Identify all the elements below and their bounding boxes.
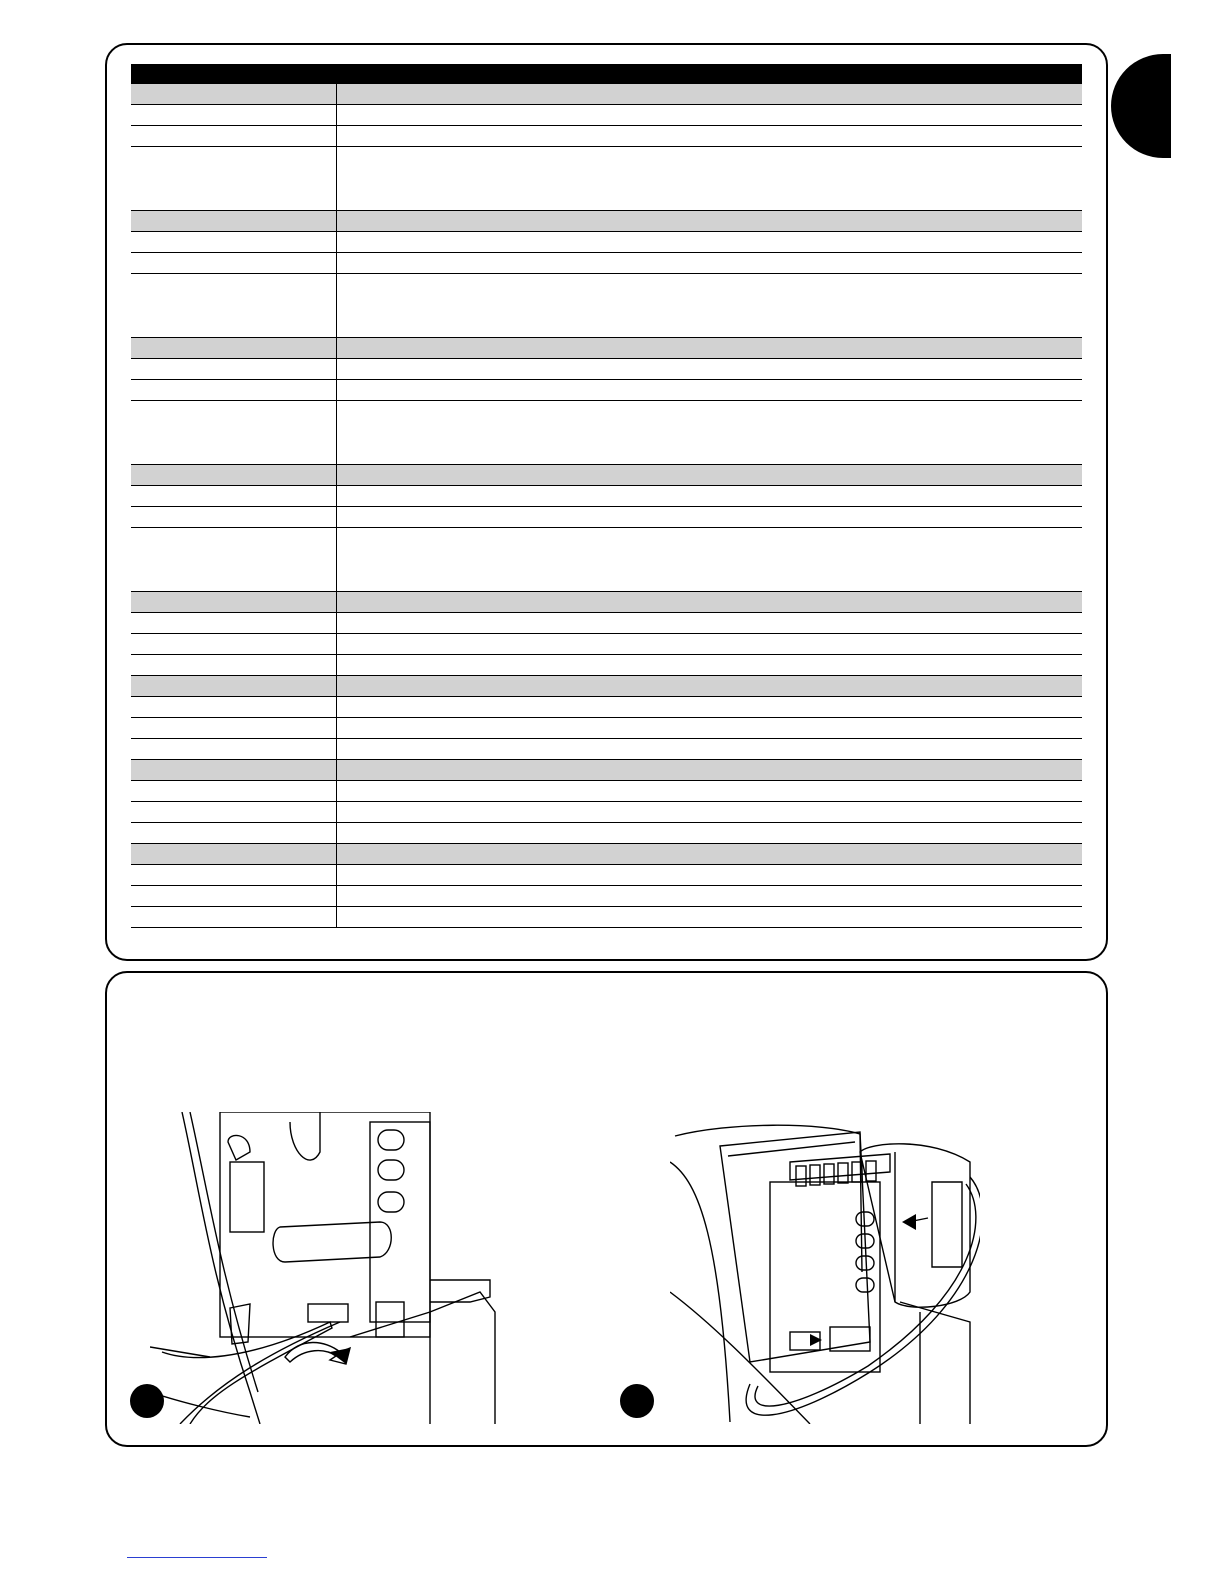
column-divider <box>336 528 337 591</box>
table-row <box>131 697 1082 718</box>
column-divider <box>336 211 337 231</box>
language-tab <box>1111 54 1171 158</box>
column-divider <box>336 865 337 885</box>
column-divider <box>336 802 337 822</box>
table-row <box>131 718 1082 739</box>
table-row <box>131 105 1082 126</box>
table-group-row <box>131 338 1082 359</box>
column-divider <box>336 676 337 696</box>
column-divider <box>336 907 337 927</box>
table-group-row <box>131 844 1082 865</box>
table-row <box>131 655 1082 676</box>
column-divider <box>336 126 337 146</box>
column-divider <box>336 147 337 210</box>
table-row <box>131 507 1082 528</box>
table-group-row <box>131 760 1082 781</box>
figure-2-number-badge <box>620 1384 654 1418</box>
column-divider <box>336 844 337 864</box>
column-divider <box>336 274 337 337</box>
table-row <box>131 907 1082 928</box>
column-divider <box>336 760 337 780</box>
table-row <box>131 886 1082 907</box>
table-group-row <box>131 211 1082 232</box>
table-row <box>131 613 1082 634</box>
column-divider <box>336 253 337 273</box>
column-divider <box>336 781 337 801</box>
battery-connector-illustration <box>670 1122 980 1424</box>
specifications-table <box>131 64 1082 928</box>
table-row <box>131 634 1082 655</box>
table-row <box>131 359 1082 380</box>
column-divider <box>336 739 337 759</box>
figure-1 <box>150 1112 505 1424</box>
table-row <box>131 274 1082 338</box>
column-divider <box>336 338 337 358</box>
footer-link-underline <box>127 1557 267 1558</box>
column-divider <box>336 823 337 843</box>
column-divider <box>336 84 337 104</box>
column-divider <box>336 359 337 379</box>
column-divider <box>336 592 337 612</box>
table-row <box>131 486 1082 507</box>
table-row <box>131 380 1082 401</box>
table-row <box>131 739 1082 760</box>
table-row <box>131 802 1082 823</box>
table-row <box>131 401 1082 465</box>
figure-2 <box>670 1122 980 1424</box>
column-divider <box>336 507 337 527</box>
table-row <box>131 147 1082 211</box>
column-divider <box>336 655 337 675</box>
table-group-row <box>131 676 1082 697</box>
table-group-row <box>131 465 1082 486</box>
table-row <box>131 126 1082 147</box>
column-divider <box>336 613 337 633</box>
column-divider <box>336 232 337 252</box>
table-row <box>131 823 1082 844</box>
column-divider <box>336 105 337 125</box>
table-row <box>131 865 1082 886</box>
column-divider <box>336 465 337 485</box>
column-divider <box>336 634 337 654</box>
column-divider <box>336 486 337 506</box>
table-row <box>131 232 1082 253</box>
column-divider <box>336 697 337 717</box>
column-divider <box>336 718 337 738</box>
column-divider <box>336 401 337 464</box>
table-header-bar <box>131 64 1082 84</box>
column-divider <box>336 886 337 906</box>
figure-1-number-badge <box>130 1384 164 1418</box>
column-divider <box>336 380 337 400</box>
table-group-row <box>131 84 1082 105</box>
table-row <box>131 253 1082 274</box>
table-row <box>131 528 1082 592</box>
table-row <box>131 781 1082 802</box>
screwdriver-release-illustration <box>150 1112 505 1424</box>
table-group-row <box>131 592 1082 613</box>
